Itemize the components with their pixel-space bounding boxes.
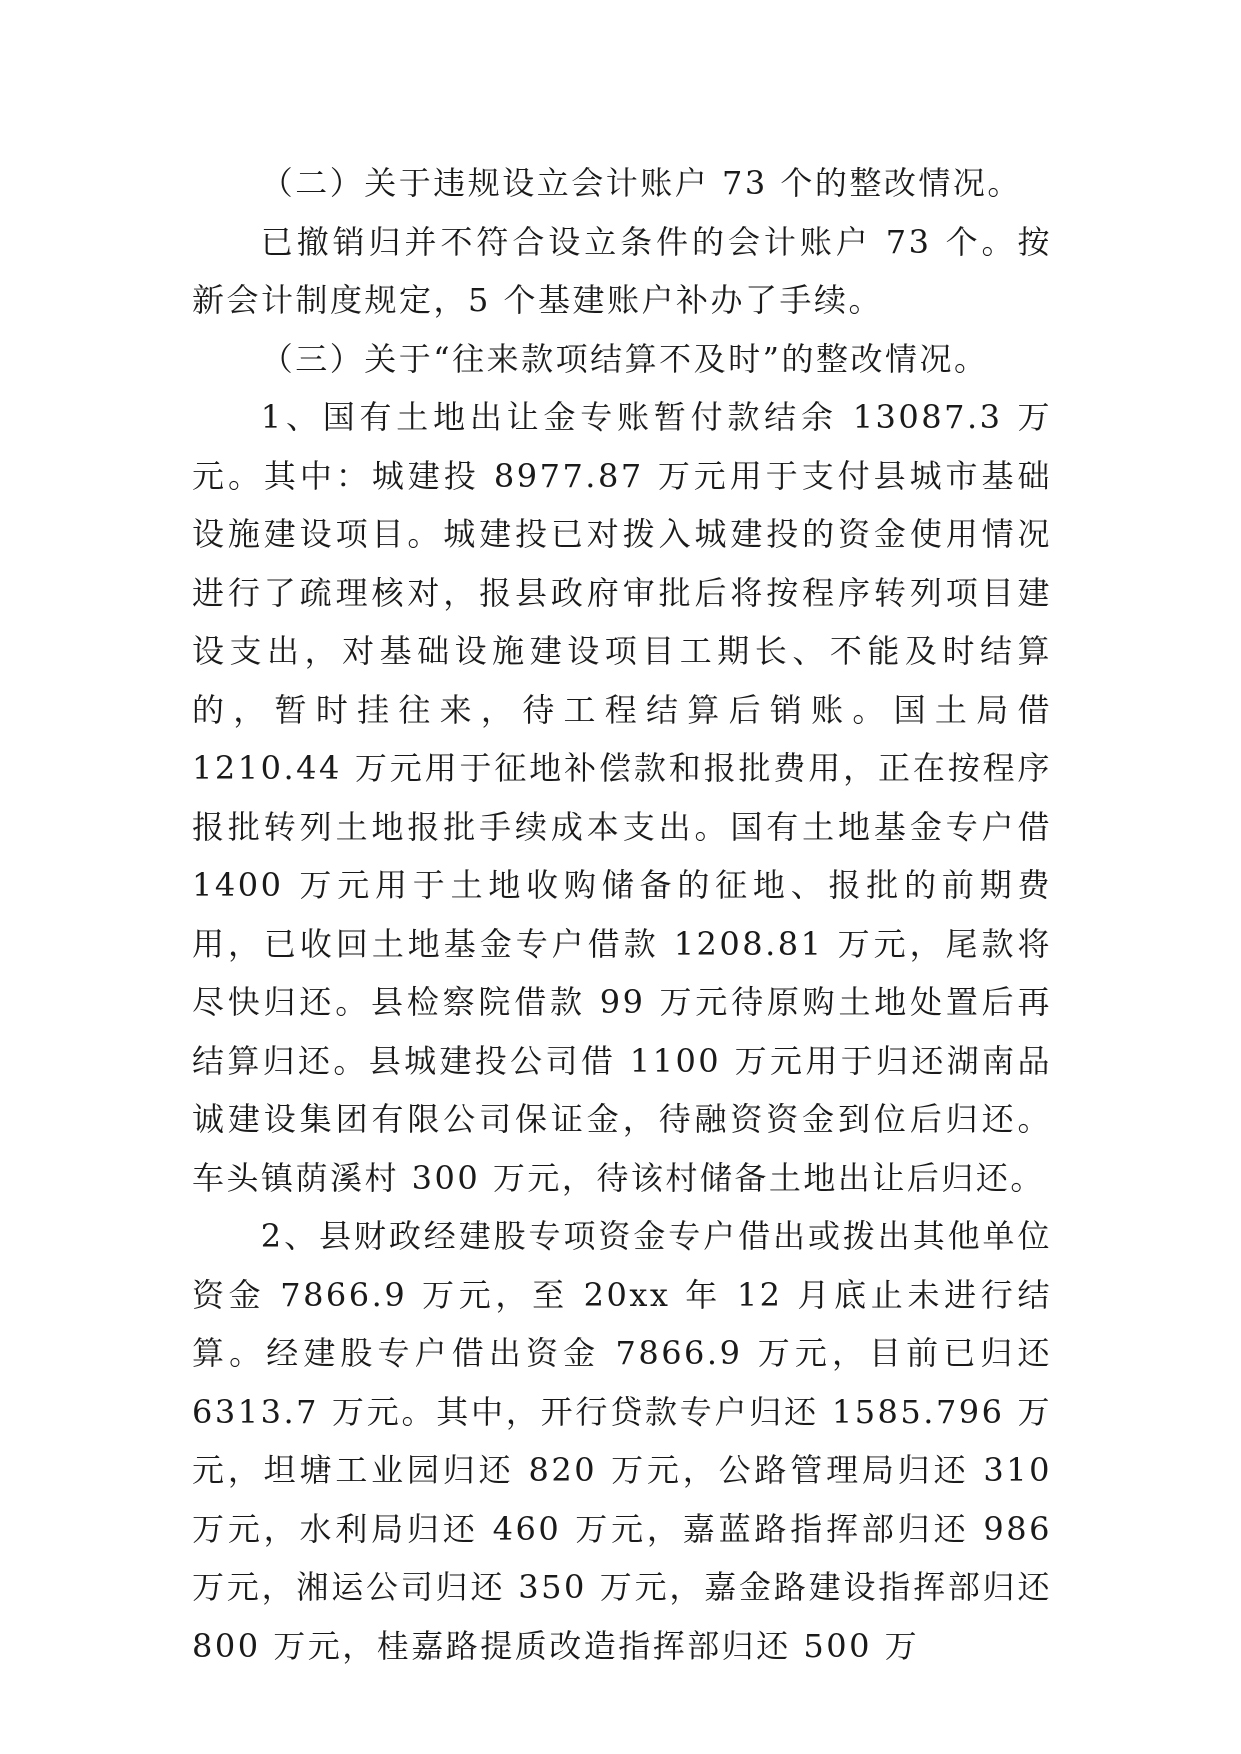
- section-heading-2: （二）关于违规设立会计账户 73 个的整改情况。: [260, 164, 1022, 202]
- body-paragraph: 2、县财政经建股专项资金专户借出或拨出其他单位资金 7866.9 万元，至 20xx 年 12 月底止未进行结算。经建股专户借出资金 7866.9 万元，目前已归还 6313.7 万元。其中，开行贷款专户归还 1585.796 万元，坦塘工业园归还 820 万元，公路管理局归还 310 万元，水利局归还 460 万元，嘉蓝路指挥部归还 986 万元，湘运公司归还 350 万元，嘉金路建设指挥部归还 800 万元，桂嘉路提质改造指挥部归还 500 万: [192, 1217, 1052, 1665]
- body-paragraph: 1、国有土地出让金专账暂付款结余 13087.3 万元。其中：城建投 8977.87 万元用于支付县城市基础设施建设项目。城建投已对拨入城建投的资金使用情况进行了疏理核对，报县政府审批后将按程序转列项目建设支出，对基础设施建设项目工期长、不能及时结算的，暂时挂往来，待工程结算后销账。国土局借 1210.44 万元用于征地补偿款和报批费用，正在按程序报批转列土地报批手续成本支出。国有土地基金专户借 1400 万元用于土地收购储备的征地、报批的前期费用，已收回土地基金专户借款 1208.81 万元，尾款将尽快归还。县检察院借款 99 万元待原购土地处置后再结算归还。县城建投公司借 1100 万元用于归还湖南品诚建设集团有限公司保证金，待融资资金到位后归还。车头镇荫溪村 300 万元，待该村储备土地出让后归还。: [192, 398, 1052, 1197]
- document-body: [192, 154, 1052, 1675]
- section-heading-3: （三）关于“往来款项结算不及时”的整改情况。: [260, 339, 989, 378]
- body-paragraph: 已撤销归并不符合设立条件的会计账户 73 个。按新会计制度规定，5 个基建账户补办了手续。: [192, 222, 1052, 319]
